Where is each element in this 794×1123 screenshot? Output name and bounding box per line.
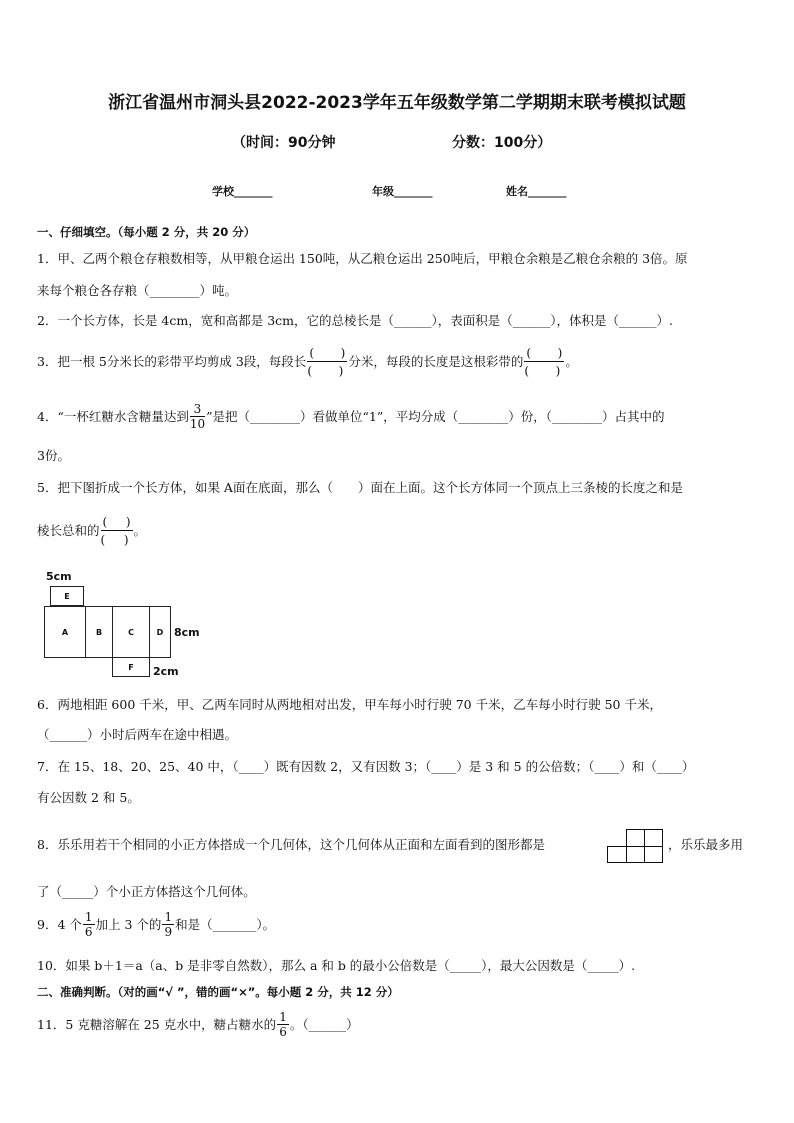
q3-blank-fraction-2: ( ) ( ) [524, 345, 563, 378]
q11-text-b: 。（______） [289, 1016, 359, 1032]
section-2-heading: 二、准确判断。（对的画“√ ”，错的画“×”。每小题 2 分，共 12 分） [37, 985, 399, 999]
q4-fraction: $\frac{3}{10}$ [189, 402, 206, 431]
net-face-d: D [149, 606, 171, 658]
q4-text-a: 4．“一杯红糖水含糖量达到 [37, 408, 189, 424]
q4-line1 [37, 403, 665, 430]
q3-blank-fraction-1: ( ) ( ) [307, 345, 346, 378]
q11 [37, 1011, 359, 1038]
q3-text-c: 。 [565, 353, 578, 369]
q5-text-a: 棱长总和的 [37, 522, 100, 538]
net-label-2cm: 2cm [153, 665, 179, 678]
q11-fraction: $\frac{1}{6}$ [279, 1010, 287, 1039]
net-face-b: B [85, 606, 113, 658]
q9-text-c: 和是（_______）。 [175, 916, 276, 932]
net-label-5cm: 5cm [46, 570, 72, 583]
q5-line2 [37, 514, 146, 547]
q6-line2: （______）小时后两车在途中相遇。 [37, 727, 238, 742]
q8-text-a: 8．乐乐用若干个相同的小正方体搭成一个几何体，这个几何体从正面和左面看到的图形都是 [37, 837, 545, 852]
school-field: 学校_______ [212, 185, 273, 198]
q3-text-a: 3．把一根 5分米长的彩带平均剪成 3段，每段长 [37, 353, 307, 369]
section-1-heading: 一、仔细填空。（每小题 2 分，共 20 分） [37, 225, 256, 239]
q1-line2: 来每个粮仓各存粮（________）吨。 [37, 283, 238, 298]
q9-fraction-1: $\frac{1}{6}$ [84, 910, 93, 939]
net-face-f: F [112, 657, 150, 677]
q4-line2: 3份。 [37, 448, 70, 463]
q6-line1: 6．两地相距 600 千米，甲、乙两车同时从两地相对出发，甲车每小时行驶 70 千米，乙车每小时行驶 50 千米， [37, 697, 662, 712]
q3-text-b: 分米，每段的长度是这根彩带的 [348, 353, 524, 369]
cuboid-net-diagram [44, 566, 214, 678]
exam-score: 分数：100分） [452, 135, 552, 151]
q9 [37, 911, 275, 938]
q9-text-a: 9．4 个 [37, 916, 82, 932]
net-face-a: A [44, 606, 86, 658]
net-label-8cm: 8cm [174, 626, 200, 639]
net-face-c: C [112, 606, 150, 658]
q9-text-b: 加上 3 个的 [95, 916, 162, 932]
q8-text-b: ，乐乐最多用 [668, 837, 744, 852]
q4-text-b: ”是把（________）看做单位“1”，平均分成（________）份，（________）占其中的 [206, 408, 665, 424]
exam-time: （时间：90分钟 [232, 135, 336, 151]
q3 [37, 345, 578, 378]
q5-line1: 5．把下图折成一个长方体，如果 A面在底面，那么（ ）面在上面。这个长方体同一个顶点上三条棱的长度之和是 [37, 480, 683, 495]
q9-fraction-2: $\frac{1}{9}$ [164, 910, 173, 939]
q10: 10．如果 b＋1＝a（a、b 是非零自然数），那么 a 和 b 的最小公倍数是（_____），最大公因数是（_____）. [37, 958, 636, 973]
q8-line2: 了（_____）个小正方体搭这个几何体。 [37, 884, 256, 899]
q7-line2: 有公因数 2 和 5。 [37, 790, 140, 805]
q7-line1: 7．在 15、18、20、25、40 中，（____）既有因数 2，又有因数 3；（____）是 3 和 5 的公倍数；（____）和（____） [37, 759, 695, 774]
grade-field: 年级_______ [372, 185, 433, 198]
exam-title: 浙江省温州市洞头县2022-2023学年五年级数学第二学期期末联考模拟试题 [108, 93, 686, 113]
q11-text-a: 11．5 克糖溶解在 25 克水中，糖占糖水的 [37, 1016, 277, 1032]
q5-text-b: 。 [133, 522, 147, 538]
name-field: 姓名_______ [506, 185, 567, 198]
q5-blank-fraction: ( ) ( ) [100, 514, 131, 547]
q1-line1: 1．甲、乙两个粮仓存粮数相等，从甲粮仓运出 150吨，从乙粮仓运出 250吨后，甲粮仓余粮是乙粮仓余粮的 3倍。原 [37, 251, 688, 266]
three-square-view-figure [607, 829, 663, 863]
net-face-e: E [50, 586, 84, 606]
q2: 2．一个长方体，长是 4cm，宽和高都是 3cm，它的总棱长是（______），表面积是（______），体积是（______）. [37, 313, 673, 328]
